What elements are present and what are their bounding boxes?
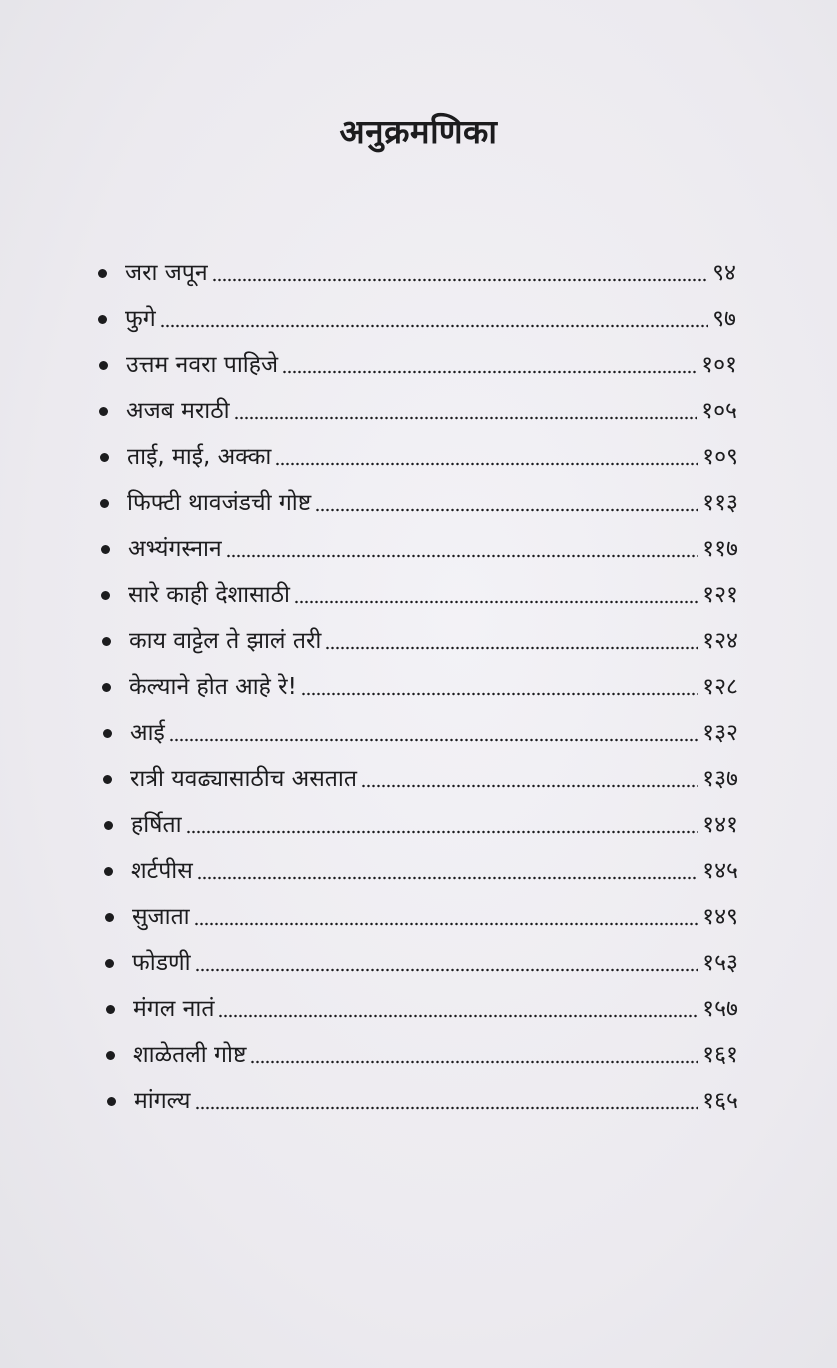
bullet-icon	[106, 1051, 115, 1060]
toc-entry-title: केल्याने होत आहे रे!	[129, 673, 297, 700]
toc-entry	[98, 296, 736, 342]
toc-entry-page: १६१	[702, 1041, 738, 1068]
bullet-icon	[98, 269, 107, 278]
dot-leader	[294, 600, 698, 604]
toc-entry	[99, 342, 737, 388]
toc-entry-page: १२१	[702, 581, 738, 608]
bullet-icon	[101, 545, 110, 554]
toc-entry	[103, 710, 738, 756]
toc-entry-title: फोडणी	[132, 949, 191, 976]
toc-entry-page: १०५	[701, 397, 737, 424]
toc-entry-page: ११३	[702, 489, 738, 516]
toc-entry-title: शर्टपीस	[131, 857, 193, 884]
toc-entry	[102, 664, 738, 710]
dot-leader	[195, 968, 699, 972]
toc-entry-page: १०१	[701, 351, 737, 378]
toc-entry-title: सुजाता	[132, 903, 190, 930]
dot-leader	[275, 462, 698, 466]
toc-entry-page: ११७	[702, 535, 738, 562]
toc-entry	[106, 986, 738, 1032]
bullet-icon	[105, 913, 114, 922]
toc-entry	[106, 1032, 738, 1078]
toc-entry	[98, 250, 736, 296]
toc-entry	[107, 1078, 738, 1124]
toc-entry	[103, 756, 738, 802]
bullet-icon	[107, 1097, 116, 1106]
bullet-icon	[99, 407, 108, 416]
bullet-icon	[105, 959, 114, 968]
toc-entry-title: आई	[130, 719, 165, 746]
dot-leader	[160, 324, 708, 328]
bullet-icon	[98, 315, 107, 324]
bullet-icon	[100, 453, 109, 462]
toc-entry-page: ९७	[712, 305, 736, 332]
toc-entry-title: ताई, माई, अक्का	[127, 443, 272, 470]
toc-entry-page: १५३	[702, 949, 738, 976]
dot-leader	[186, 830, 699, 834]
dot-leader	[301, 692, 698, 696]
toc-entry	[101, 526, 738, 572]
toc-entry-title: काय वाट्टेल ते झालं तरी	[129, 627, 322, 654]
dot-leader	[315, 508, 698, 512]
dot-leader	[361, 784, 698, 788]
dot-leader	[197, 876, 698, 880]
toc-entry-page: १२८	[702, 673, 738, 700]
toc-entry-title: जरा जपून	[125, 259, 208, 286]
dot-leader	[226, 554, 698, 558]
dot-leader	[169, 738, 698, 742]
toc-entry-title: मंगल नातं	[133, 995, 215, 1022]
toc-entry	[100, 434, 738, 480]
dot-leader	[282, 370, 697, 374]
dot-leader	[212, 278, 708, 282]
toc-entry	[104, 802, 738, 848]
page-title: अनुक्रमणिका	[339, 112, 498, 151]
toc-entry	[99, 388, 737, 434]
bullet-icon	[104, 821, 113, 830]
dot-leader	[195, 1106, 699, 1110]
toc-entry-title: फुगे	[125, 305, 156, 332]
toc-entry-page: १३७	[702, 765, 738, 792]
toc-entry-page: १५७	[702, 995, 738, 1022]
toc-entry-page: १२४	[702, 627, 738, 654]
bullet-icon	[100, 499, 109, 508]
toc-entry-page: १४९	[702, 903, 738, 930]
toc-entry-title: उत्तम नवरा पाहिजे	[126, 351, 279, 378]
toc-entry	[102, 618, 738, 664]
toc-entry-title: रात्री यवढ्यासाठीच असतात	[130, 765, 357, 792]
bullet-icon	[101, 591, 110, 600]
dot-leader	[194, 922, 698, 926]
toc-entry	[105, 894, 738, 940]
toc-entry	[105, 940, 738, 986]
toc-entry-title: अभ्यंगस्नान	[128, 535, 222, 562]
toc-entry-page: १६५	[702, 1087, 738, 1114]
bullet-icon	[102, 637, 111, 646]
toc-entry-title: फिफ्टी थावजंडची गोष्ट	[127, 489, 312, 516]
toc-entry-title: अजब मराठी	[126, 397, 230, 424]
dot-leader	[234, 416, 698, 420]
bullet-icon	[106, 1005, 115, 1014]
bullet-icon	[102, 683, 111, 692]
bullet-icon	[103, 729, 112, 738]
bullet-icon	[103, 775, 112, 784]
toc-entry-page: ९४	[712, 259, 736, 286]
toc-entry-title: सारे काही देशासाठी	[128, 581, 290, 608]
toc-entry-page: १४१	[702, 811, 738, 838]
toc-entry-title: हर्षिता	[131, 811, 182, 838]
dot-leader	[325, 646, 698, 650]
toc-entry	[101, 572, 738, 618]
toc-entry-title: शाळेतली गोष्ट	[133, 1041, 247, 1068]
toc-entry	[100, 480, 738, 526]
toc-entry-page: १४५	[702, 857, 738, 884]
toc-entry-page: १०९	[702, 443, 738, 470]
bullet-icon	[99, 361, 108, 370]
dot-leader	[250, 1060, 698, 1064]
toc-entry	[104, 848, 738, 894]
toc-entry-title: मांगल्य	[134, 1087, 191, 1114]
dot-leader	[218, 1014, 698, 1018]
toc-entry-page: १३२	[702, 719, 738, 746]
bullet-icon	[104, 867, 113, 876]
